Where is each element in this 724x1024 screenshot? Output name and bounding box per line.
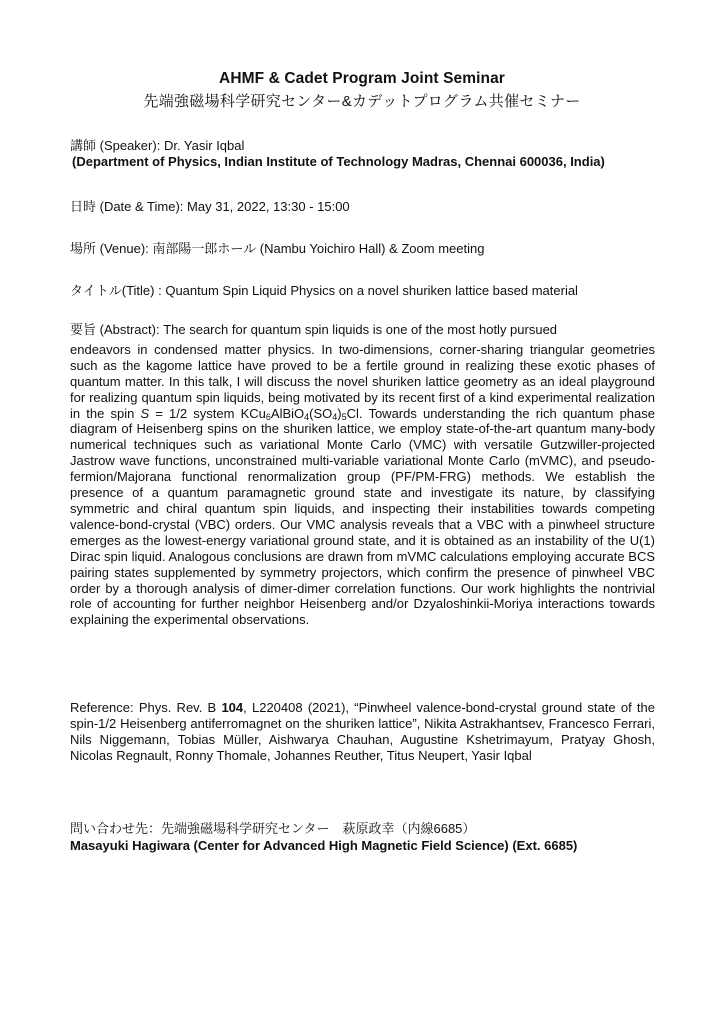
reference-volume: 104 <box>221 700 244 715</box>
title-japanese: 先端強磁場科学研究センター&カデットプログラム共催セミナー <box>143 93 581 110</box>
title-english: AHMF & Cadet Program Joint Seminar <box>219 70 505 87</box>
speaker-line <box>70 135 244 154</box>
contact-japanese: 問い合わせ先：先端強磁場科学研究センター 萩原政幸（内線6685） <box>70 821 476 836</box>
reference-paragraph <box>70 700 655 764</box>
venue-label: 場所 (Venue): <box>70 241 149 256</box>
spin-symbol: S <box>140 405 150 421</box>
abstract-first-line <box>70 322 655 338</box>
venue-value: 南部陽一郎ホール (Nambu Yoichiro Hall) & Zoom meeting <box>152 241 485 256</box>
venue-line <box>70 238 484 257</box>
abstract-paragraph <box>70 322 655 628</box>
talk-title-line <box>70 280 578 299</box>
spin-value: = 1/2 system <box>155 405 235 421</box>
datetime-label: 日時 (Date & Time): <box>70 199 184 214</box>
abstract-part2: endeavors in condensed matter physics. In two-dimensions, corner-sharing triangular geometries such as the kagome lattice have proved to be a fertile ground in realizing these exotic phases of quantum matter. In this talk, I will discuss the novel shuriken lattice geometry as an ideal playground for realizing quantum spin liquids, being motivated by its recent first of a kind experimental realization in the spin <box>70 341 655 421</box>
speaker-label: 講師 (Speaker): <box>70 138 161 153</box>
contact-english: Masayuki Hagiwara (Center for Advanced High Magnetic Field Science) (Ext. 6685) <box>70 838 578 853</box>
talk-title-value: Quantum Spin Liquid Physics on a novel shuriken lattice based material <box>165 283 578 298</box>
datetime-line <box>70 196 350 215</box>
talk-title-label: タイトル(Title) : <box>70 283 162 298</box>
reference-prefix: Reference: Phys. Rev. B <box>70 700 217 715</box>
chemical-formula: $KCu_6AlBiO_4(SO_4)_5Cl$. <box>240 405 363 422</box>
abstract-part3: Towards understanding the rich quantum phase diagram of Heisenberg spins on the shuriken lattice, we employ state-of-the-art quantum many-body numerical techniques such as variational Monte Carlo (VMC) with versatile Gutzwiller-projected Jastrow wave functions, unconstrained multi-variable variational Monte Carlo (mVMC), and pseudo-fermion/Majorana functional renormalization group (PF/PM-FRG) methods. We establish the presence of a quantum paramagnetic ground state and investigate its nature, by classifying symmetric and chiral quantum spin liquids, and inspecting their instabilities towards competing valence-bond-crystal (VBC) orders. Our VMC analysis reveals that a VBC with a pinwheel structure emerges as the lowest-energy variational ground state, and it is obtained as an instability of the U(1) Dirac spin liquid. Analogous conclusions are drawn from mVMC calculations employing accurate BCS pairing states supplemented by symmetry projectors, which confirm the presence of pinwheel VBC order by a thorough analysis of dimer-dimer correlation functions. Our work highlights the nontrivial role of accounting for further neighbor Heisenberg and/or Dzyaloshinkii-Moriya interactions towards explaining the experimental observations. <box>70 405 655 628</box>
speaker-name: Dr. Yasir Iqbal <box>163 138 245 153</box>
speaker-affiliation: (Department of Physics, Indian Institute of Technology Madras, Chennai 600036, India) <box>72 154 605 169</box>
abstract-part1: The search for quantum spin liquids is one of the most hotly pursued <box>163 322 558 337</box>
abstract-label: 要旨 (Abstract): <box>70 322 160 337</box>
datetime-value: May 31, 2022, 13:30 - 15:00 <box>187 199 350 214</box>
reference-rest: , L220408 (2021), “Pinwheel valence-bond-crystal ground state of the spin-1/2 Heisenberg antiferromagnet on the shuriken lattice”, Nikita Astrakhantsev, Francesco Ferrari, Nils Niggemann, Tobias Müller, Aishwarya Chauhan, Augustine Kshetrimayum, Pratyay Ghosh, Nicolas Regnault, Ronny Thomale, Johannes Reuther, Titus Neupert, Yasir Iqbal <box>70 700 655 763</box>
